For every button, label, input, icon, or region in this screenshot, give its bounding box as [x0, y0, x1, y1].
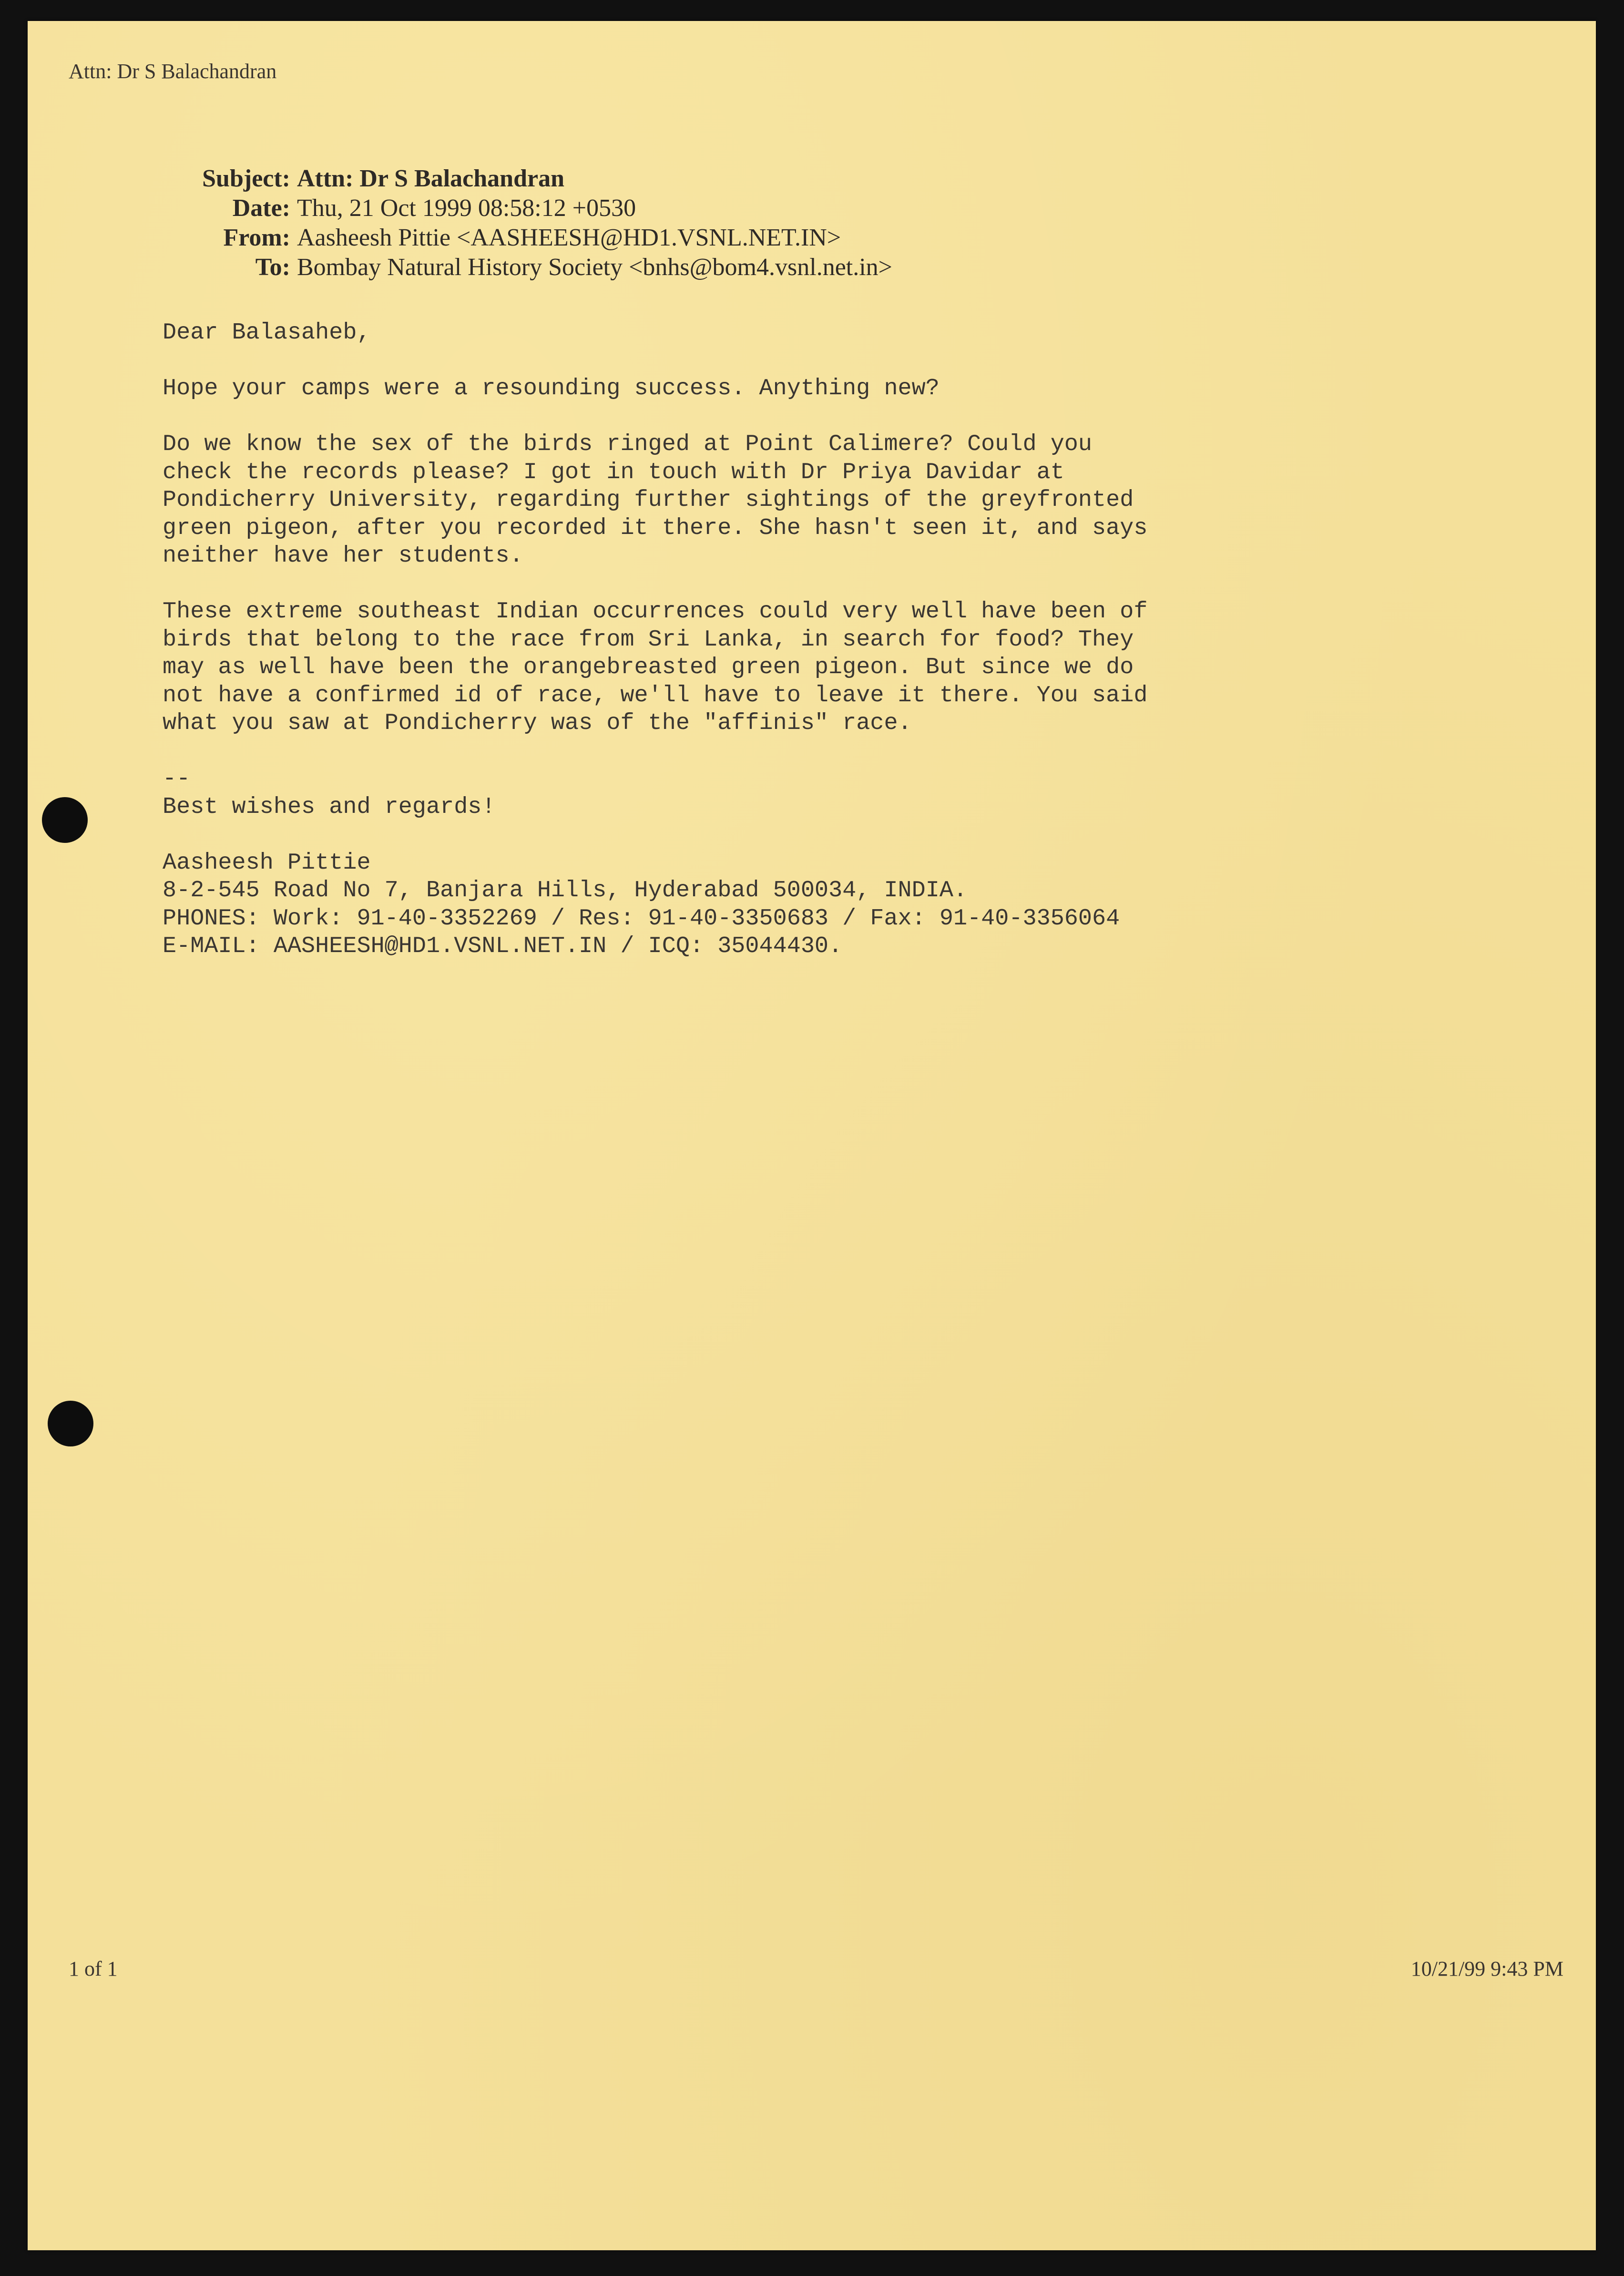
header-value-subject: Attn: Dr S Balachandran	[297, 165, 565, 192]
print-timestamp: 10/21/99 9:43 PM	[1410, 1957, 1563, 1980]
paragraph-2-line: green pigeon, after you recorded it there. She hasn't seen it, and says	[163, 514, 1148, 541]
blank-line	[163, 821, 1147, 849]
header-label: Subject:	[202, 165, 290, 192]
print-header-title: Attn: Dr S Balachandran	[69, 60, 277, 83]
paragraph-3-line: birds that belong to the race from Sri Lanka, in search for food? They	[163, 626, 1134, 653]
header-row-date	[142, 194, 892, 223]
closing: Best wishes and regards!	[163, 793, 496, 820]
paragraph-3-line: not have a confirmed id of race, we'll have to leave it there. You said	[163, 682, 1148, 708]
punch-hole	[48, 1401, 93, 1446]
paragraph-2-line: neither have her students.	[163, 543, 523, 569]
page-number: 1 of 1	[69, 1957, 118, 1980]
paragraph-3-line: may as well have been the orangebreasted green pigeon. But since we do	[163, 654, 1134, 680]
paragraph-3-line: These extreme southeast Indian occurrences could very well have been of	[163, 598, 1148, 625]
blank-line	[163, 738, 1147, 766]
header-row-to	[142, 253, 892, 282]
paragraph-3-line: what you saw at Pondicherry was of the "affinis" race.	[163, 710, 912, 736]
blank-line	[163, 403, 1147, 431]
paragraph-1-line: Hope your camps were a resounding success. Anything new?	[163, 375, 940, 401]
header-value-date: Thu, 21 Oct 1999 08:58:12 +0530	[297, 195, 636, 222]
paragraph-2-line: check the records please? I got in touch with Dr Priya Davidar at	[163, 459, 1064, 485]
signature-separator: --	[163, 766, 191, 792]
document-page	[28, 21, 1596, 2250]
blank-line	[163, 347, 1147, 375]
paragraph-2-line: Pondicherry University, regarding further sightings of the greyfronted	[163, 487, 1134, 513]
punch-hole	[42, 797, 88, 843]
header-value-to: Bombay Natural History Society <bnhs@bom4.vsnl.net.in>	[297, 254, 892, 281]
signature-address: 8-2-545 Road No 7, Banjara Hills, Hyderabad 500034, INDIA.	[163, 877, 968, 903]
paragraph-2-line: Do we know the sex of the birds ringed at Point Calimere? Could you	[163, 431, 1093, 457]
header-label: To:	[255, 254, 290, 281]
header-value-from: Aasheesh Pittie <AASHEESH@HD1.VSNL.NET.IN>	[297, 224, 841, 251]
signature-email: E-MAIL: AASHEESH@HD1.VSNL.NET.IN / ICQ: 35044430.	[163, 933, 843, 959]
email-body	[163, 319, 1147, 961]
signature-phones: PHONES: Work: 91-40-3352269 / Res: 91-40-3350683 / Fax: 91-40-3356064	[163, 905, 1120, 932]
greeting: Dear Balasaheb,	[163, 319, 371, 346]
blank-line	[163, 570, 1147, 598]
header-row-from	[142, 223, 892, 253]
header-label: From:	[223, 224, 290, 251]
email-headers	[142, 164, 892, 282]
header-row-subject	[142, 164, 892, 194]
header-label: Date:	[232, 195, 290, 222]
signature-name: Aasheesh Pittie	[163, 849, 371, 876]
